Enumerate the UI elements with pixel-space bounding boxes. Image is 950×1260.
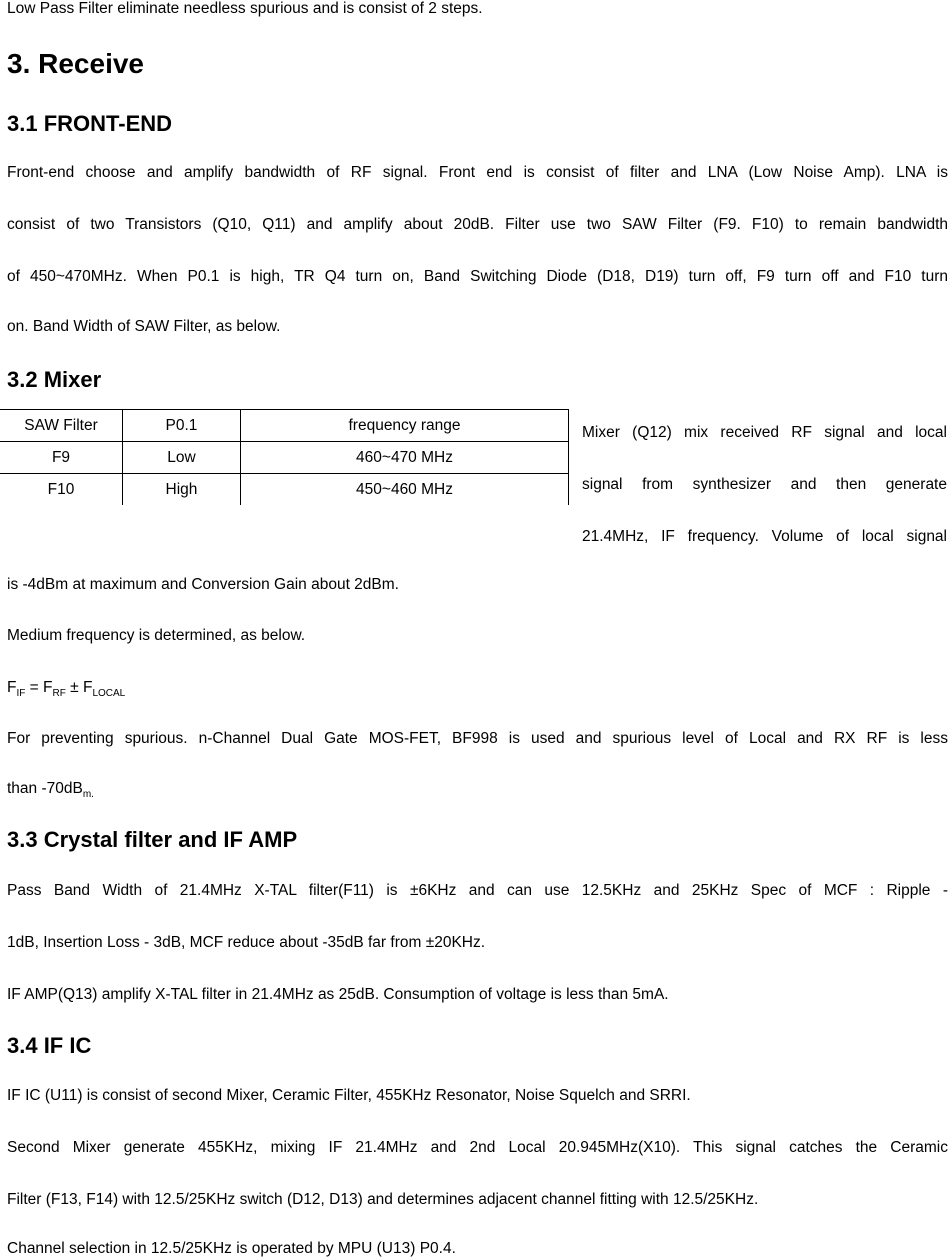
mixer-side-line: Mixer (Q12) mix received RF signal and local — [582, 424, 947, 441]
table-cell: F10 — [0, 474, 123, 506]
section-3-4-heading: 3.4 IF IC — [7, 1033, 92, 1058]
formula-sub-local: LOCAL — [92, 688, 126, 699]
section-3-4-line: Filter (F13, F14) with 12.5/25KHz switch (D12, D13) and determines adjacent channel fitting with 12.5/25KHz. — [7, 1191, 759, 1208]
section-3-1-line: of 450~470MHz. When P0.1 is high, TR Q4 turn on, Band Switching Diode (D18, D19) turn off, F9 turn off and F10 turn — [7, 268, 948, 285]
table-header-row — [0, 410, 569, 442]
spurious-line: For preventing spurious. n-Channel Dual Gate MOS-FET, BF998 is used and spurious level of Local and RX RF is less — [7, 730, 948, 747]
saw-filter-table — [0, 409, 569, 505]
formula-equals: = — [25, 679, 44, 696]
formula-plus-minus: ± — [65, 679, 83, 696]
section-3-4-line: IF IC (U11) is consist of second Mixer, Ceramic Filter, 455KHz Resonator, Noise Squelch and SRRI. — [7, 1087, 691, 1104]
if-formula — [7, 679, 125, 703]
mixer-side-line: 21.4MHz, IF frequency. Volume of local signal — [582, 528, 947, 545]
section-3-2-heading: 3.2 Mixer — [7, 367, 102, 392]
section-3-3-heading: 3.3 Crystal filter and IF AMP — [7, 827, 298, 852]
spurious-value: than -70dB — [7, 780, 83, 797]
section-3-1-line: on. Band Width of SAW Filter, as below. — [7, 318, 281, 335]
table-row — [0, 442, 569, 474]
table-header-cell: SAW Filter — [0, 410, 123, 442]
spurious-value-sub: m. — [82, 789, 94, 800]
section-3-1-heading: 3.1 FRONT-END — [7, 111, 173, 136]
section-3-3-line: IF AMP(Q13) amplify X-TAL filter in 21.4MHz as 25dB. Consumption of voltage is less than 5mA. — [7, 986, 669, 1003]
table-row — [0, 474, 569, 506]
mixer-side-line: signal from synthesizer and then generate — [582, 476, 947, 493]
mixer-continuation: is -4dBm at maximum and Conversion Gain about 2dBm. — [7, 576, 399, 593]
spurious-line-2 — [7, 780, 94, 804]
table-cell: 460~470 MHz — [241, 442, 569, 474]
section-3-4-line: Second Mixer generate 455KHz, mixing IF 21.4MHz and 2nd Local 20.945MHz(X10). This signal catches the Ceramic — [7, 1139, 948, 1156]
section-3-4-line: Channel selection in 12.5/25KHz is operated by MPU (U13) P0.4. — [7, 1240, 456, 1257]
section-3-1-line: consist of two Transistors (Q10, Q11) and amplify about 20dB. Filter use two SAW Filter (F9. F10) to remain bandwidth — [7, 216, 948, 233]
formula-sub-if: IF — [16, 688, 26, 699]
table-cell: Low — [123, 442, 241, 474]
section-3-1-line: Front-end choose and amplify bandwidth of RF signal. Front end is consist of filter and LNA (Low Noise Amp). LNA is — [7, 164, 948, 181]
formula-sub-rf: RF — [52, 688, 66, 699]
section-3-heading: 3. Receive — [7, 48, 144, 79]
section-3-3-line: Pass Band Width of 21.4MHz X-TAL filter(F11) is ±6KHz and can use 12.5KHz and 25KHz Spec of MCF : Ripple - — [7, 882, 948, 899]
intro-paragraph: Low Pass Filter eliminate needless spurious and is consist of 2 steps. — [7, 0, 483, 17]
section-3-3-line: 1dB, Insertion Loss - 3dB, MCF reduce about -35dB far from ±20KHz. — [7, 934, 486, 951]
medium-frequency-line: Medium frequency is determined, as below. — [7, 627, 306, 644]
formula-f-if: F — [7, 679, 17, 696]
formula-f-local: F — [82, 679, 93, 696]
formula-f-rf: F — [43, 679, 53, 696]
table-header-cell: P0.1 — [123, 410, 241, 442]
table-header-cell: frequency range — [241, 410, 569, 442]
table-cell: 450~460 MHz — [241, 474, 569, 506]
table-cell: High — [123, 474, 241, 506]
mixer-side-text — [582, 424, 947, 580]
table-cell: F9 — [0, 442, 123, 474]
